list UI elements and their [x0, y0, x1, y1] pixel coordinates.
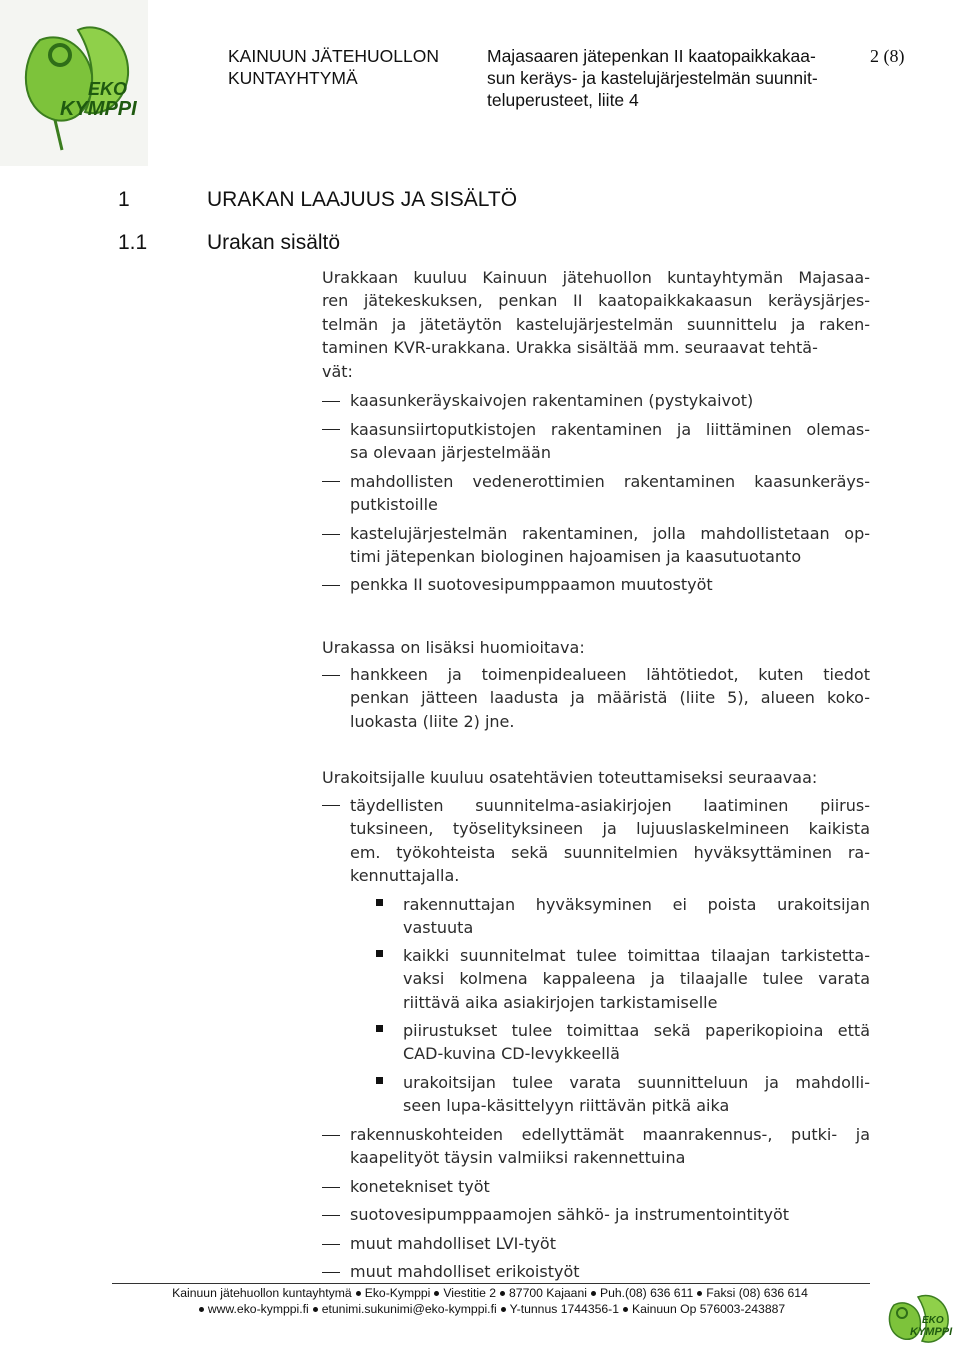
contractor-intro: Urakoitsijalle kuuluu osatehtävien toteuttamiseksi seuraavaa:: [322, 768, 818, 787]
list-item: konetekniset työt: [350, 1177, 490, 1196]
list-item-line: mahdollisten vedenerottimien rakentaminen kaasunkeräys-: [350, 472, 870, 491]
page-number: 2 (8): [870, 46, 905, 66]
intro-line: taminen KVR-urakkana. Urakka sisältää mm. seuraavat tehtä-: [322, 338, 818, 358]
intro-line: ren jätekeskuksen, penkan II kaatopaikkakaasun keräysjärjes-: [322, 291, 870, 311]
doc-title-line-1: Majasaaren jätepenkan II kaatopaikkakaa-: [487, 46, 816, 66]
list-item-line: timi jätepenkan biologinen hajoamisen ja kaasutuotanto: [350, 547, 802, 567]
list-item-line: täydellisten suunnitelma-asiakirjojen laatiminen piirus-: [350, 796, 870, 815]
section-title: URAKAN LAAJUUS JA SISÄLTÖ: [207, 188, 518, 211]
list-item: [350, 418, 870, 465]
list-item-line: em. työkohteista sekä suunnitelmien hyväksyttäminen ra-: [350, 842, 870, 862]
list-item-line: penkan jätteen laadusta ja määristä (liite 5), alueen koko-: [350, 688, 870, 708]
dash-bullet: [322, 585, 340, 586]
list-item-line: sa olevaan järjestelmään: [350, 443, 551, 463]
footer-divider: [112, 1283, 870, 1284]
list-item: rakennuskohteiden edellyttämät maanrakennus-, putki- ja kaapelityöt täysin valmiiksi rakennettuina: [350, 1125, 870, 1168]
list-item-line: kaasunsiirtoputkistojen rakentaminen ja liittäminen olemas-: [350, 420, 870, 439]
list-item: muut mahdolliset LVI-työt: [350, 1234, 556, 1253]
intro-paragraph: [322, 266, 870, 383]
square-bullet: [376, 1025, 383, 1032]
list-item-line: tuksineen, työselityksineen ja lujuuslaskelmineen kaikista: [350, 819, 870, 839]
doc-title-line-2: sun keräys- ja kastelujärjestelmän suunnit-: [487, 68, 818, 88]
list-item: [350, 389, 870, 412]
subsection-title: Urakan sisältö: [207, 231, 341, 254]
dash-bullet: [322, 1215, 340, 1216]
list-item-line: kennuttajalla.: [350, 866, 460, 886]
list-item: [350, 663, 870, 733]
svg-text:EKO: EKO: [922, 1315, 944, 1326]
logo-kymppi-text: KYMPPI: [60, 98, 137, 120]
list-item-line: luokasta (liite 2) jne.: [350, 711, 515, 731]
list-item: [350, 470, 870, 517]
document-title: [487, 45, 818, 111]
dash-bullet: [322, 805, 340, 806]
list-item-line: penkka II suotovesipumppaamon muutostyöt: [350, 575, 713, 594]
dash-bullet: [322, 675, 340, 676]
eko-kymppi-logo: [0, 0, 148, 166]
dash-bullet: [322, 1244, 340, 1245]
eko-kymppi-footer-logo: [880, 1283, 960, 1349]
list-item: [350, 794, 870, 888]
intro-line: Urakkaan kuuluu Kainuun jätehuollon kuntayhtymän Majasaa-: [322, 268, 870, 287]
list-item-line: putkistoille: [350, 495, 438, 515]
sub-list-item: rakennuttajan hyväksyminen ei poista urakoitsijan vastuuta: [403, 895, 870, 938]
list-item: muut mahdolliset erikoistyöt: [350, 1262, 580, 1281]
org-line-1: KAINUUN JÄTEHUOLLON: [228, 46, 440, 66]
doc-title-line-3: teluperusteet, liite 4: [487, 90, 639, 110]
list-item-line: hankkeen ja toimenpidealueen lähtötiedot, kuten tiedot: [350, 665, 870, 684]
dash-bullet: [322, 534, 340, 535]
dash-bullet: [322, 401, 340, 402]
intro-line: telmän ja jätetäytön kastelujärjestelmän suunnittelu ja raken-: [322, 314, 870, 334]
organization-name: [228, 45, 439, 89]
dash-bullet: [322, 429, 340, 430]
logo-eko-text: EKO: [88, 79, 128, 99]
subsection-number: 1.1: [118, 231, 148, 254]
footer-line-2: www.eko-kymppi.fi etunimi.sukunimi@eko-kymppi.fi Y-tunnus 1744356-1 Kainuun Op 576003-243887: [130, 1302, 850, 1317]
list-item-line: kaasunkeräyskaivojen rakentaminen (pystykaivot): [350, 391, 754, 410]
dash-bullet: [322, 1272, 340, 1273]
list-item: [350, 573, 870, 596]
sub-list-item: piirustukset tulee toimittaa sekä paperikopioina että CAD-kuvina CD-levykkeellä: [403, 1021, 870, 1064]
dash-bullet: [322, 1187, 340, 1188]
section-number: 1: [118, 188, 130, 211]
org-line-2: KUNTAYHTYMÄ: [228, 68, 358, 88]
svg-text:KYMPPI: KYMPPI: [910, 1326, 953, 1338]
sub-list-item: kaikki suunnitelmat tulee toimittaa tilaajan tarkistetta- vaksi kolmena kappaleena ja tilaajalle tulee varata riittävä aika asiakirjojen tarkistamiselle: [403, 946, 870, 1012]
sub-list-item: urakoitsijan tulee varata suunnitteluun ja mahdolli- seen lupa-käsittelyyn riittävän pitkä aika: [403, 1073, 870, 1116]
list-item: [350, 522, 870, 569]
dash-bullet: [322, 481, 340, 482]
square-bullet: [376, 1077, 383, 1084]
square-bullet: [376, 950, 383, 957]
list-item: suotovesipumppaamojen sähkö- ja instrumentointityöt: [350, 1205, 790, 1224]
website-link[interactable]: www.eko-kymppi.fi: [207, 1302, 309, 1316]
square-bullet: [376, 899, 383, 906]
footer-line-1: Kainuun jätehuollon kuntayhtymä Eko-Kymppi Viestitie 2 87700 Kajaani Puh.(08) 636 611 Faksi (08) 636 614: [172, 1286, 808, 1300]
intro-line: vät:: [322, 361, 353, 381]
note-intro: Urakassa on lisäksi huomioitava:: [322, 638, 585, 657]
list-item-line: kastelujärjestelmän rakentaminen, jolla mahdollistetaan op-: [350, 524, 870, 543]
email-link[interactable]: etunimi.sukunimi@eko-kymppi.fi: [321, 1302, 497, 1316]
dash-bullet: [322, 1135, 340, 1136]
